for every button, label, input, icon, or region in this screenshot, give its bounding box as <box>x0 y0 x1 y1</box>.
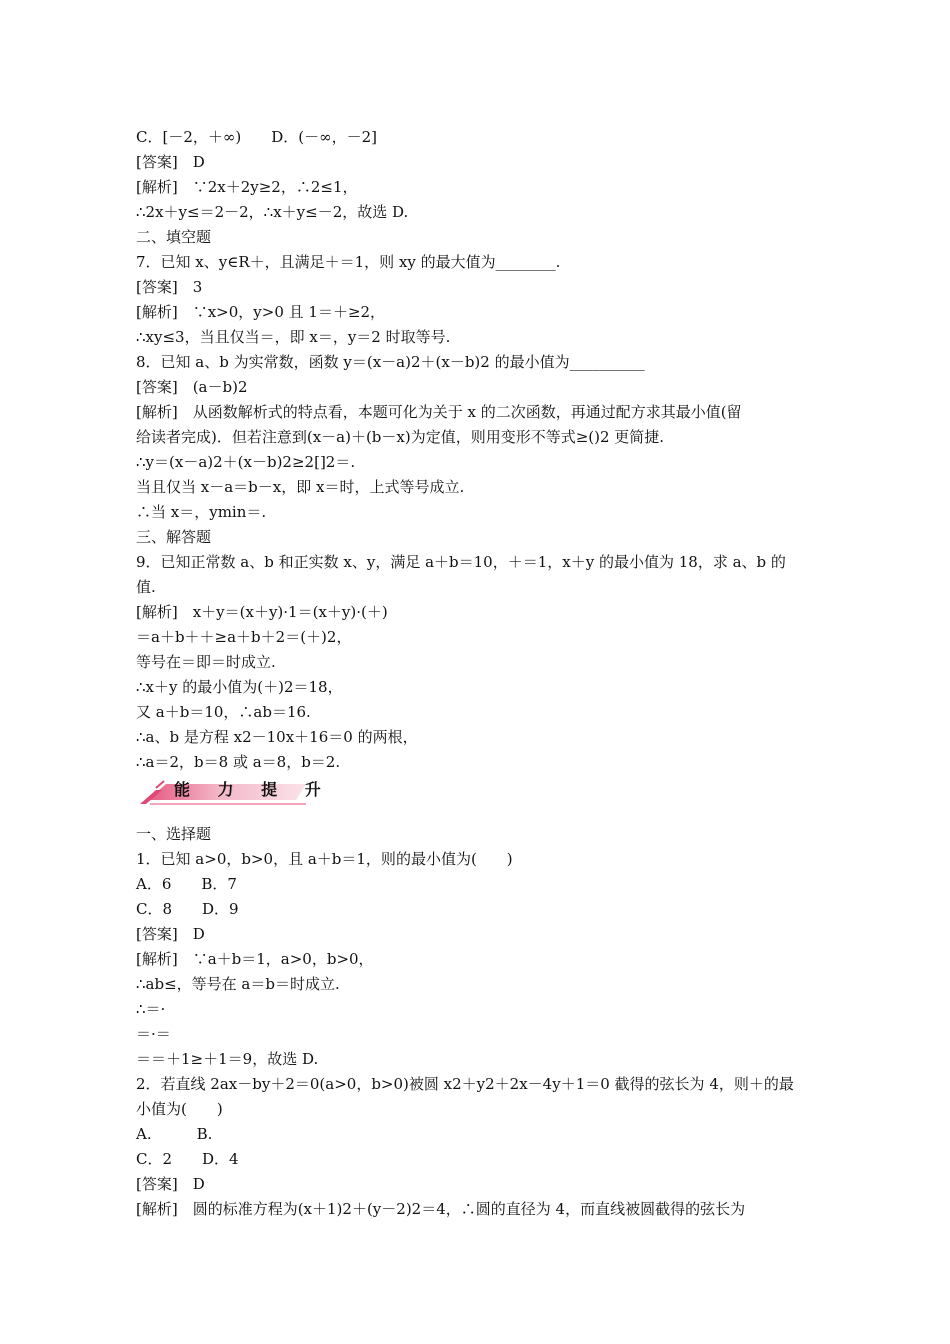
option-line: A. B. <box>136 1125 213 1143</box>
option-line: C．8 D．9 <box>136 900 239 918</box>
question-line: 7．已知 x、y∈R＋，且满足＋＝1，则 xy 的最大值为________. <box>136 253 561 271</box>
option-line: C．[－2，＋∞) D．(－∞，－2] <box>136 128 377 146</box>
analysis-line: ＝·＝ <box>136 1025 171 1043</box>
question-line: 2．若直线 2ax－by＋2＝0(a>0，b>0)被圆 x2＋y2＋2x－4y＋1＝0 截得的弦长为 4，则＋的最 <box>136 1075 794 1093</box>
analysis-line: [解析] 从函数解析式的特点看，本题可化为关于 x 的二次函数，再通过配方求其最小值(留 <box>136 403 742 421</box>
section-heading: 一、选择题 <box>136 825 212 843</box>
analysis-line: 当且仅当 x－a＝b－x，即 x＝时，上式等号成立. <box>136 478 465 496</box>
analysis-line: ∴a、b 是方程 x2－10x＋16＝0 的两根， <box>136 728 418 746</box>
question-line: 9．已知正常数 a、b 和正实数 x、y，满足 a＋b＝10，＋＝1，x＋y 的最小值为 18，求 a、b 的 <box>136 553 786 571</box>
question-line: 小值为( ) <box>136 1100 223 1118</box>
analysis-line: [解析] ∵x>0，y>0 且 1＝＋≥2， <box>136 303 386 321</box>
analysis-line: [解析] ∵a＋b＝1，a>0，b>0， <box>136 950 374 968</box>
analysis-line: [解析] ∵2x＋2y≥2，∴2≤1， <box>136 178 358 196</box>
analysis-line: ＝a＋b＋＋≥a＋b＋2＝(＋)2， <box>136 628 352 646</box>
analysis-line: 等号在＝即＝时成立. <box>136 653 276 671</box>
section-heading: 三、解答题 <box>136 528 212 546</box>
question-line: 8．已知 a、b 为实常数，函数 y＝(x－a)2＋(x－b)2 的最小值为__________ <box>136 353 645 371</box>
question-line: 1．已知 a>0，b>0，且 a＋b＝1，则的最小值为( ) <box>136 850 513 868</box>
analysis-line: ∴a＝2，b＝8 或 a＝8，b＝2. <box>136 753 341 771</box>
analysis-line: 给读者完成)．但若注意到(x－a)＋(b－x)为定值，则用变形不等式≥()2 更简捷. <box>136 428 665 446</box>
analysis-line: ∴＝· <box>136 1000 166 1018</box>
analysis-line: ∴y＝(x－a)2＋(x－b)2≥2[]2＝. <box>136 453 356 471</box>
option-line: C．2 D．4 <box>136 1150 239 1168</box>
section-title: 能 力 提 升 <box>174 780 332 799</box>
analysis-line: [解析] 圆的标准方程为(x＋1)2＋(y－2)2＝4，∴圆的直径为 4，而直线被圆截得的弦长为 <box>136 1200 746 1218</box>
analysis-line: ∴x＋y 的最小值为(＋)2＝18， <box>136 678 343 696</box>
analysis-line: 又 a＋b＝10，∴ab＝16. <box>136 703 311 721</box>
analysis-line: [解析] x＋y＝(x＋y)·1＝(x＋y)·(＋) <box>136 603 388 621</box>
section-heading: 二、填空题 <box>136 228 212 246</box>
answer-line: [答案] D <box>136 153 205 171</box>
answer-line: [答案] D <box>136 925 205 943</box>
answer-line: [答案] (a－b)2 <box>136 378 248 396</box>
analysis-line: ∴ab≤，等号在 a＝b＝时成立. <box>136 975 340 993</box>
answer-line: [答案] D <box>136 1175 205 1193</box>
option-line: A．6 B．7 <box>136 875 237 893</box>
analysis-line: ＝＝＋1≥＋1＝9，故选 D. <box>136 1050 319 1068</box>
analysis-line: ∴2x＋y≤＝2－2，∴x＋y≤－2，故选 D. <box>136 203 409 221</box>
analysis-line: ∴xy≤3，当且仅当＝，即 x＝，y＝2 时取等号. <box>136 328 451 346</box>
section-banner <box>136 773 332 807</box>
analysis-line: ∴当 x＝，ymin＝. <box>136 503 267 521</box>
question-line: 值. <box>136 578 156 596</box>
answer-line: [答案] 3 <box>136 278 203 296</box>
